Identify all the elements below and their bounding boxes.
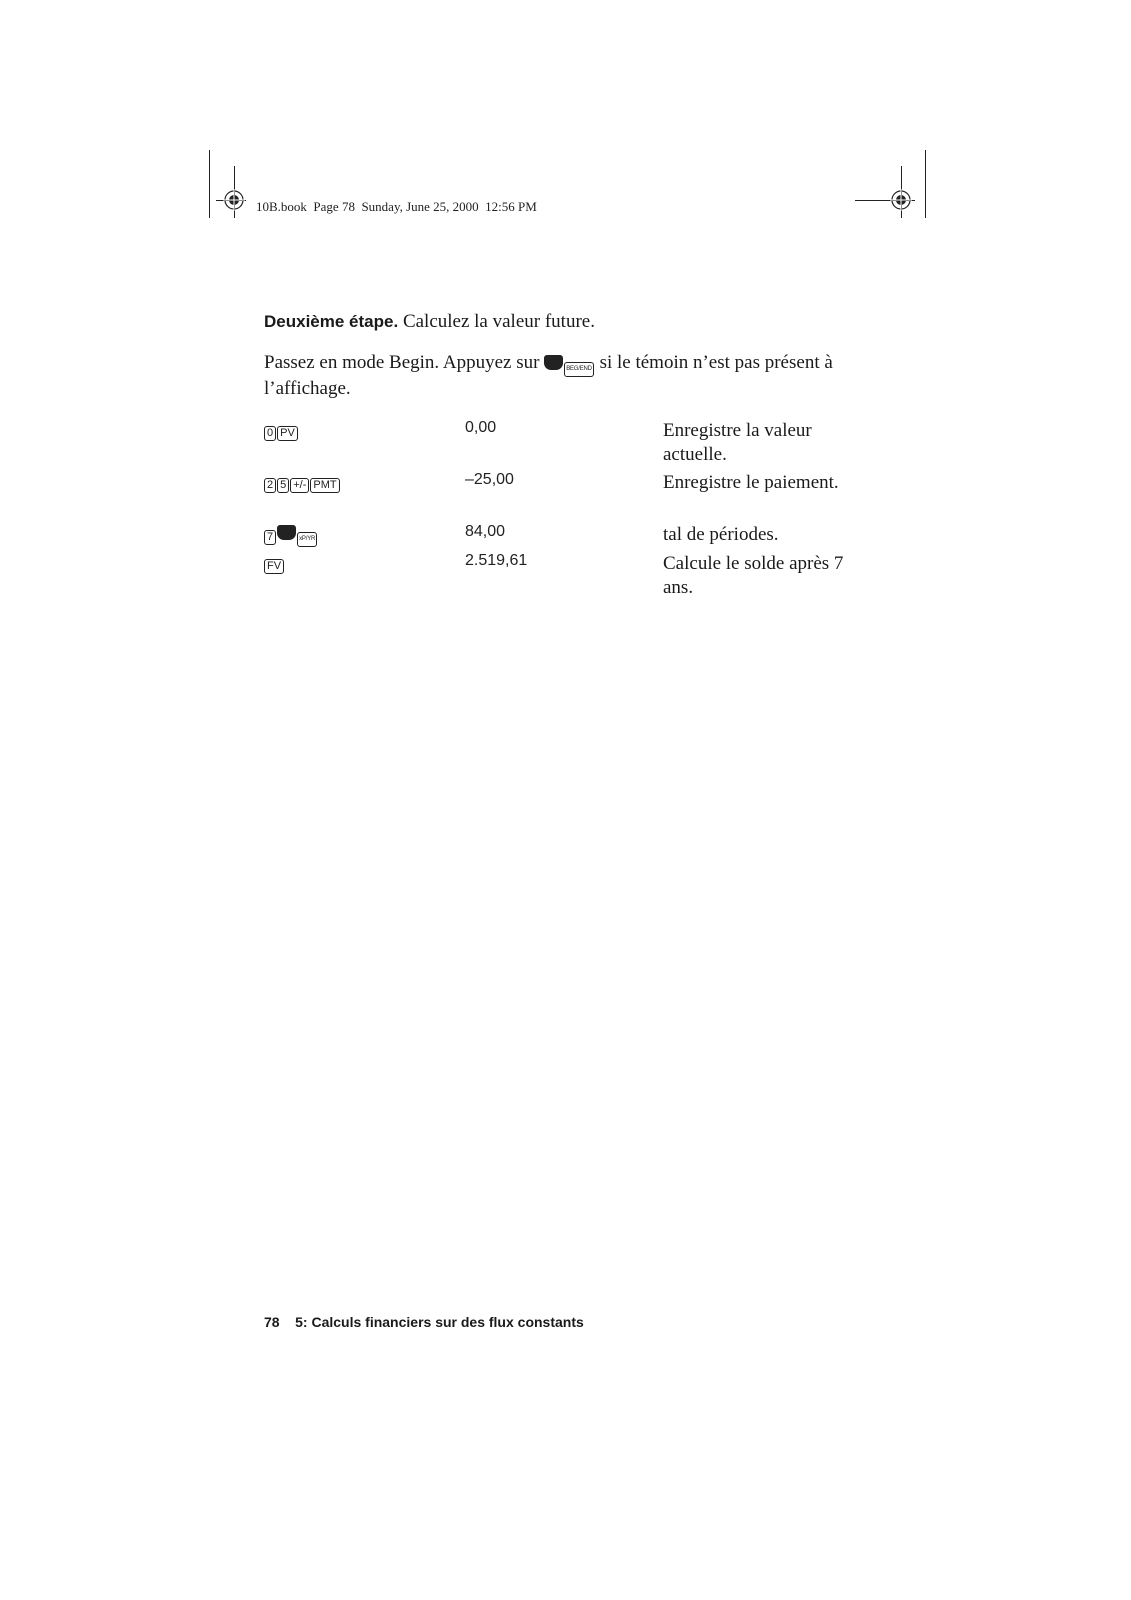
beg-end-key: BEG/END [564,362,594,377]
page-number: 78 [264,1314,280,1330]
display-value: 0,00 [465,419,497,436]
chapter-title: 5: Calculs financiers sur des flux constants [295,1314,584,1330]
registration-mark-right [890,189,912,211]
row-description: Enregistre la valeur actuelle. [663,420,812,465]
row-description: Enregistre le paiement. [663,472,839,493]
page-footer [264,1314,584,1330]
keystrokes [264,421,299,441]
crop-mark-left-vertical [209,150,210,218]
key-xp-yr: xP/YR [297,532,317,547]
registration-mark-left [223,189,245,211]
display-value: –25,00 [465,471,514,488]
key-fv: FV [264,559,284,574]
print-slug: 10B.book Page 78 Sunday, June 25, 2000 12:56 PM [256,199,537,214]
shift-key-icon [544,355,563,370]
key-pv: PV [277,426,298,441]
shift-key-icon [277,525,296,540]
key-pmt: PMT [310,478,339,493]
row-description: tal de périodes. [663,524,779,545]
key-2: 2 [264,478,276,493]
key-0: 0 [264,426,276,441]
step-heading [264,310,595,334]
display-value: 84,00 [465,523,506,540]
crop-mark-right-vertical [925,150,926,218]
instruction-text-before: Passez en mode Begin. Appuyez sur [264,352,545,373]
keystrokes [264,554,285,574]
row-description: Calcule le solde après 7 ans. [663,553,844,598]
key-plus-minus: +/- [290,478,309,493]
key-7: 7 [264,530,276,545]
step-heading-lead: Deuxième étape. [264,312,399,331]
instruction-text-after: si le témoin n’est pas présent à l’affichage. [264,352,833,399]
key-5: 5 [277,478,289,493]
instruction-paragraph [264,351,864,401]
keystrokes [264,525,318,547]
keystrokes [264,473,341,493]
step-heading-text: Calculez la valeur future. [398,311,595,332]
display-value: 2.519,61 [465,552,528,569]
